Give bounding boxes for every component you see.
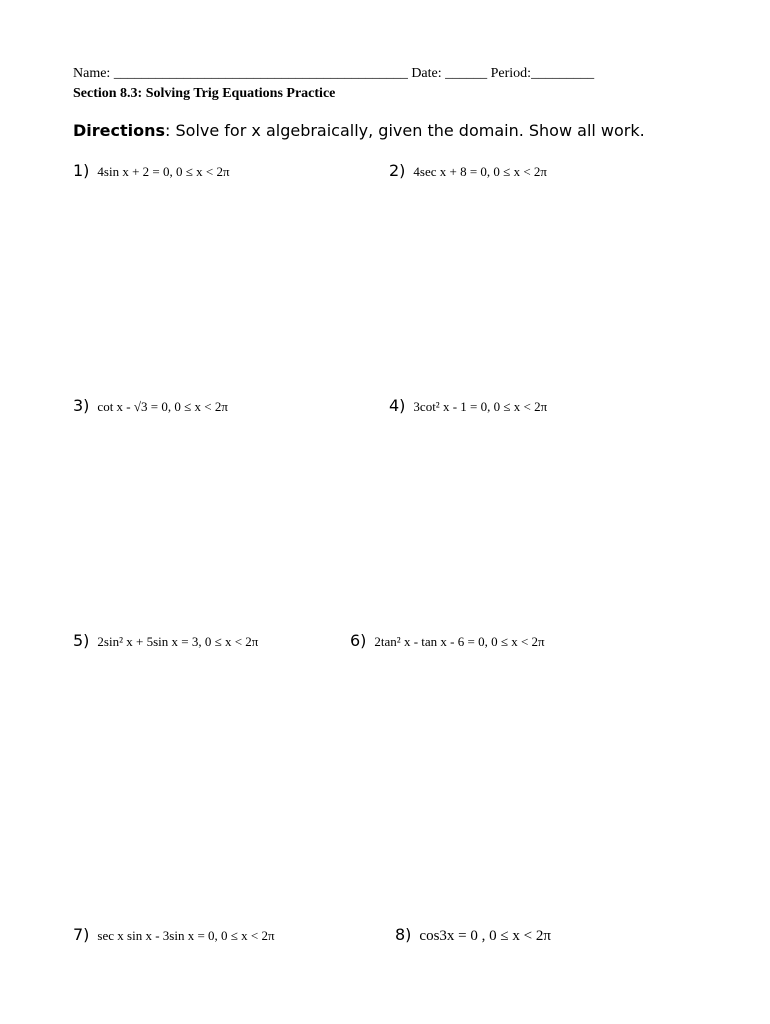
problem-equation: 4sec x + 8 = 0, 0 ≤ x < 2π (413, 164, 547, 179)
name-date-period-line: Name: __________________________________________ Date: ______ Period:_________ (73, 66, 595, 81)
problem-5 (73, 631, 258, 650)
problem-equation: 2tan² x - tan x - 6 = 0, 0 ≤ x < 2π (374, 634, 545, 649)
problem-number: 7) (73, 925, 90, 944)
problem-equation: cos3x = 0 , 0 ≤ x < 2π (419, 928, 551, 944)
problem-7 (73, 925, 275, 944)
problem-number: 3) (73, 396, 90, 415)
problem-2 (389, 161, 547, 180)
problem-6 (350, 631, 545, 650)
problem-4 (389, 396, 547, 415)
problem-equation: 4sin x + 2 = 0, 0 ≤ x < 2π (97, 164, 230, 179)
problem-equation: 3cot² x - 1 = 0, 0 ≤ x < 2π (413, 399, 548, 414)
problem-equation: sec x sin x - 3sin x = 0, 0 ≤ x < 2π (97, 928, 275, 943)
problem-number: 2) (389, 161, 406, 180)
problem-equation: 2sin² x + 5sin x = 3, 0 ≤ x < 2π (97, 634, 259, 649)
directions (73, 121, 645, 140)
problem-8 (395, 925, 551, 945)
directions-label: Directions (73, 121, 166, 140)
problem-number: 6) (350, 631, 367, 650)
problem-number: 8) (395, 925, 412, 944)
problem-number: 5) (73, 631, 90, 650)
section-title: Section 8.3: Solving Trig Equations Practice (73, 86, 336, 101)
problem-3 (73, 396, 228, 415)
directions-text: : Solve for x algebraically, given the domain. Show all work. (165, 121, 645, 140)
problem-equation: cot x - √3 = 0, 0 ≤ x < 2π (97, 399, 228, 414)
problem-number: 4) (389, 396, 406, 415)
problem-number: 1) (73, 161, 90, 180)
problem-1 (73, 161, 230, 180)
